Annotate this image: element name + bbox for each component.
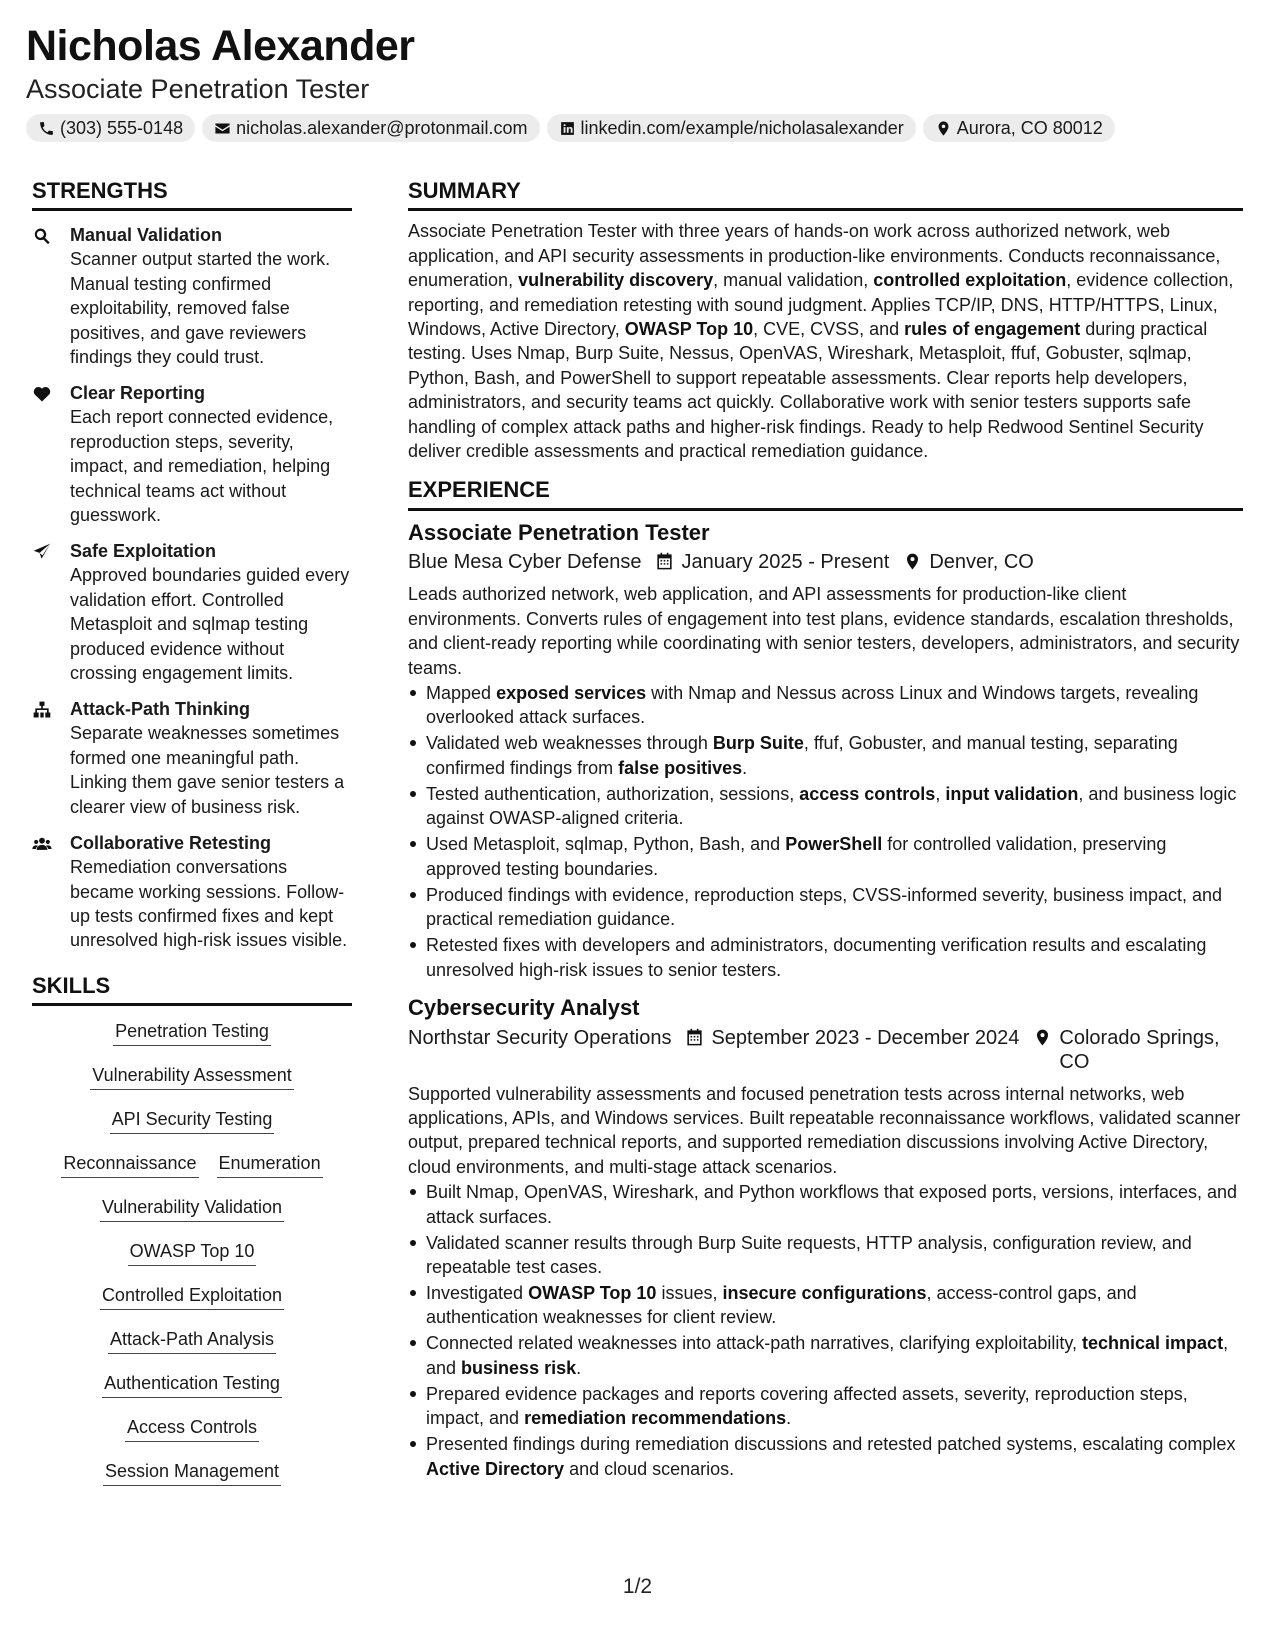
skill-tag: Attack-Path Analysis bbox=[108, 1328, 276, 1354]
text-run: , manual validation, bbox=[713, 270, 874, 291]
bold-keyword: input validation bbox=[945, 783, 1079, 804]
bold-keyword: remediation recommendations bbox=[524, 1408, 787, 1429]
text-run: , ffuf, Gobuster, and manual testing, separating confirmed findings from bbox=[426, 733, 1178, 778]
text-run: Built Nmap, OpenVAS, Wireshark, and Python workflows that exposed ports, versions, interfaces, and attack surfaces. bbox=[426, 1182, 1238, 1227]
contact-bar bbox=[26, 114, 1115, 142]
bullet-item bbox=[408, 1432, 1243, 1481]
skills-list bbox=[32, 1020, 352, 1504]
summary-heading: SUMMARY bbox=[408, 178, 1243, 211]
page-number: 1/2 bbox=[622, 1575, 653, 1598]
skill-tag: Vulnerability Validation bbox=[100, 1196, 284, 1222]
bold-keyword: PowerShell bbox=[785, 834, 883, 855]
right-column bbox=[408, 178, 1243, 1483]
calendar-icon bbox=[685, 1028, 704, 1047]
strength-title: Clear Reporting bbox=[70, 383, 206, 404]
job-company: Northstar Security Operations bbox=[408, 1026, 672, 1049]
job-description: Supported vulnerability assessments and focused penetration tests across internal networks, web applications, APIs, and Windows services. Built repeatable reconnaissance workflows, validated scanner output, prepared technical reports, and supported remediation discussions involving Active Directory, cloud environments, and multi-stage attack scenarios. bbox=[408, 1083, 1241, 1177]
text-run: for controlled validation, preserving approved testing boundaries. bbox=[426, 834, 1167, 879]
bullet-item bbox=[408, 681, 1243, 730]
strength-item bbox=[32, 831, 352, 953]
text-run: , access-control gaps, and authentication weaknesses for client review. bbox=[426, 1282, 1137, 1328]
strength-title: Safe Exploitation bbox=[70, 541, 217, 562]
job-dates: January 2025 - Present bbox=[681, 551, 890, 574]
skill-tag: Access Controls bbox=[125, 1416, 259, 1442]
job-meta bbox=[408, 1026, 1243, 1074]
strength-description: Each report connected evidence, reproduction steps, severity, impact, and remediation, helping technical teams act without guesswork. bbox=[70, 407, 334, 526]
bullet-item bbox=[408, 1231, 1243, 1280]
text-run: Prepared evidence packages and reports covering affected assets, severity, reproduction steps, impact, and bbox=[426, 1383, 1188, 1429]
skill-row bbox=[110, 1108, 275, 1134]
text-run: . bbox=[576, 1357, 582, 1378]
job-entry bbox=[408, 994, 1243, 1481]
strength-title: Manual Validation bbox=[70, 225, 223, 246]
bullet-item bbox=[408, 832, 1243, 881]
bold-keyword: OWASP Top 10 bbox=[624, 319, 754, 340]
job-dates: September 2023 - December 2024 bbox=[711, 1026, 1020, 1049]
skill-row bbox=[61, 1152, 322, 1178]
contact-location-text: Aurora, CO 80012 bbox=[956, 117, 1103, 138]
envelope-icon bbox=[214, 120, 231, 137]
bold-keyword: business risk bbox=[461, 1357, 577, 1378]
job-company: Blue Mesa Cyber Defense bbox=[408, 551, 642, 574]
skill-tag: API Security Testing bbox=[110, 1108, 275, 1134]
contact-linkedin[interactable] bbox=[547, 114, 916, 142]
strength-item bbox=[32, 381, 352, 527]
job-entry bbox=[408, 519, 1243, 982]
strength-description: Separate weaknesses sometimes formed one meaningful path. Linking them gave senior testers a clearer view of business risk. bbox=[70, 723, 345, 817]
contact-phone-text: (303) 555-0148 bbox=[60, 117, 184, 138]
text-run: Connected related weaknesses into attack-path narratives, clarifying exploitability, bbox=[426, 1333, 1083, 1354]
text-run: Validated scanner results through Burp Suite requests, HTTP analysis, configuration review, and repeatable test cases. bbox=[426, 1232, 1192, 1277]
skill-row bbox=[90, 1064, 293, 1090]
bold-keyword: insecure configurations bbox=[722, 1282, 927, 1303]
skills-heading: SKILLS bbox=[32, 973, 352, 1006]
heart-icon bbox=[32, 384, 52, 404]
text-run: Used Metasploit, sqlmap, Python, Bash, and bbox=[426, 834, 786, 855]
skill-tag: Reconnaissance bbox=[61, 1152, 198, 1178]
bullet-item bbox=[408, 1180, 1243, 1229]
text-run: . bbox=[742, 757, 748, 778]
skill-tag: Vulnerability Assessment bbox=[90, 1064, 293, 1090]
phone-icon bbox=[38, 120, 55, 137]
skill-tag: Controlled Exploitation bbox=[100, 1284, 284, 1310]
bold-keyword: rules of engagement bbox=[904, 319, 1081, 340]
text-run: issues, bbox=[656, 1282, 723, 1303]
text-run: . bbox=[786, 1408, 792, 1429]
skill-tag: Enumeration bbox=[217, 1152, 323, 1178]
skill-row bbox=[113, 1020, 271, 1046]
candidate-name: Nicholas Alexander bbox=[26, 22, 415, 70]
text-run: with Nmap and Nessus across Linux and Windows targets, revealing overlooked attack surfaces. bbox=[426, 683, 1199, 728]
strength-description: Remediation conversations became working sessions. Follow-up tests confirmed fixes and kept unresolved high-risk issues visible. bbox=[70, 857, 348, 951]
skill-row bbox=[103, 1460, 281, 1486]
skill-tag: Authentication Testing bbox=[102, 1372, 282, 1398]
job-bullets bbox=[408, 1180, 1243, 1481]
magnifier-icon bbox=[32, 226, 52, 246]
bold-keyword: Active Directory bbox=[426, 1458, 565, 1479]
strengths-heading: STRENGTHS bbox=[32, 178, 352, 211]
left-column bbox=[32, 178, 352, 1504]
text-run: Mapped bbox=[426, 683, 497, 704]
calendar-icon bbox=[655, 552, 674, 571]
bullet-item bbox=[408, 731, 1243, 780]
text-run: , bbox=[935, 783, 946, 804]
summary-text bbox=[408, 219, 1243, 463]
skill-row bbox=[128, 1240, 257, 1266]
paper-plane-icon bbox=[32, 542, 52, 562]
text-run: Associate Penetration Tester with three years of hands-on work across authorized network, web application, and API security assessments in production-like environments. Conducts reconnaissance, enumeration, bbox=[408, 221, 1221, 291]
skill-row bbox=[100, 1196, 284, 1222]
bullet-item bbox=[408, 883, 1243, 932]
skill-row bbox=[108, 1328, 276, 1354]
bullet-item bbox=[408, 933, 1243, 982]
job-meta bbox=[408, 550, 1243, 574]
experience-heading: EXPERIENCE bbox=[408, 477, 1243, 510]
contact-location[interactable] bbox=[923, 114, 1115, 142]
bold-keyword: vulnerability discovery bbox=[518, 270, 714, 291]
skill-row bbox=[100, 1284, 284, 1310]
contact-linkedin-text: linkedin.com/example/nicholasalexander bbox=[580, 117, 904, 138]
text-run: Tested authentication, authorization, sessions, bbox=[426, 783, 800, 804]
skill-tag: Penetration Testing bbox=[113, 1020, 271, 1046]
text-run: , CVE, CVSS, and bbox=[753, 319, 905, 340]
map-pin-icon bbox=[1033, 1028, 1052, 1047]
bold-keyword: controlled exploitation bbox=[873, 270, 1067, 291]
text-run: Investigated bbox=[426, 1282, 529, 1303]
bullet-item bbox=[408, 1281, 1243, 1330]
text-run: Produced findings with evidence, reproduction steps, CVSS-informed severity, business impact, and practical remediation guidance. bbox=[426, 884, 1223, 930]
text-run: Validated web weaknesses through bbox=[426, 733, 713, 754]
bold-keyword: Burp Suite bbox=[712, 733, 804, 754]
strength-item bbox=[32, 539, 352, 685]
skill-row bbox=[102, 1372, 282, 1398]
bullet-item bbox=[408, 1331, 1243, 1380]
skill-tag: OWASP Top 10 bbox=[128, 1240, 257, 1266]
job-location: Colorado Springs, CO bbox=[1059, 1026, 1220, 1073]
bullet-item bbox=[408, 1382, 1243, 1431]
text-run: during practical testing. Uses Nmap, Burp Suite, Nessus, OpenVAS, Wireshark, Metasploit, ffuf, Gobuster, sqlmap, Python, Bash, and PowerShell to support repeatable assessments. Clear reports help developers, administrators, and security teams act quickly. Collaborative work with senior testers supports safe handling of complex attack paths and higher-risk findings. Ready to help Redwood Sentinel Security deliver credible assessments and practical remediation guidance. bbox=[408, 319, 1208, 462]
contact-phone[interactable] bbox=[26, 114, 195, 142]
text-run: , evidence collection, reporting, and remediation retesting with sound judgment. Applies TCP/IP, DNS, HTTP/HTTPS, Linux, Windows, Active Directory, bbox=[408, 270, 1234, 340]
strength-title: Attack-Path Thinking bbox=[70, 699, 251, 720]
job-bullets bbox=[408, 681, 1243, 982]
contact-email[interactable] bbox=[202, 114, 539, 142]
text-run: Retested fixes with developers and administrators, documenting verification results and escalating unresolved high-risk issues to senior testers. bbox=[426, 935, 1207, 980]
contact-email-text: nicholas.alexander@protonmail.com bbox=[236, 117, 528, 138]
text-run: and cloud scenarios. bbox=[564, 1458, 735, 1479]
bold-keyword: false positives bbox=[618, 757, 743, 778]
skill-tag: Session Management bbox=[103, 1460, 281, 1486]
skill-row bbox=[125, 1416, 259, 1442]
bullet-item bbox=[408, 782, 1243, 831]
candidate-role: Associate Penetration Tester bbox=[26, 74, 370, 104]
strength-item bbox=[32, 223, 352, 369]
bold-keyword: OWASP Top 10 bbox=[528, 1282, 657, 1303]
text-run: , and business logic against OWASP-aligned criteria. bbox=[426, 783, 1237, 829]
users-icon bbox=[32, 834, 52, 854]
bold-keyword: exposed services bbox=[496, 683, 647, 704]
text-run: Presented findings during remediation discussions and retested patched systems, escalating complex bbox=[426, 1434, 1236, 1455]
bold-keyword: technical impact bbox=[1082, 1333, 1224, 1354]
strength-item bbox=[32, 697, 352, 819]
job-title: Cybersecurity Analyst bbox=[408, 994, 640, 1020]
text-run: , and bbox=[426, 1333, 1229, 1378]
job-description: Leads authorized network, web application, and API assessments for production-like client environments. Converts rules of engagement into test plans, evidence standards, escalation thresholds, and client-ready reporting while coordinating with senior testers, developers, administrators, and security teams. bbox=[408, 584, 1240, 678]
linkedin-icon bbox=[559, 120, 576, 137]
strength-description: Scanner output started the work. Manual testing confirmed exploitability, removed false positives, and gave reviewers findings they could trust. bbox=[70, 249, 331, 368]
job-title: Associate Penetration Tester bbox=[408, 519, 710, 545]
job-location: Denver, CO bbox=[929, 551, 1034, 574]
bold-keyword: access controls bbox=[799, 783, 936, 804]
map-pin-icon bbox=[903, 552, 922, 571]
strength-description: Approved boundaries guided every validation effort. Controlled Metasploit and sqlmap testing produced evidence without crossing engagement limits. bbox=[70, 565, 350, 684]
strength-title: Collaborative Retesting bbox=[70, 833, 272, 854]
map-pin-icon bbox=[935, 120, 952, 137]
sitemap-icon bbox=[32, 700, 52, 720]
